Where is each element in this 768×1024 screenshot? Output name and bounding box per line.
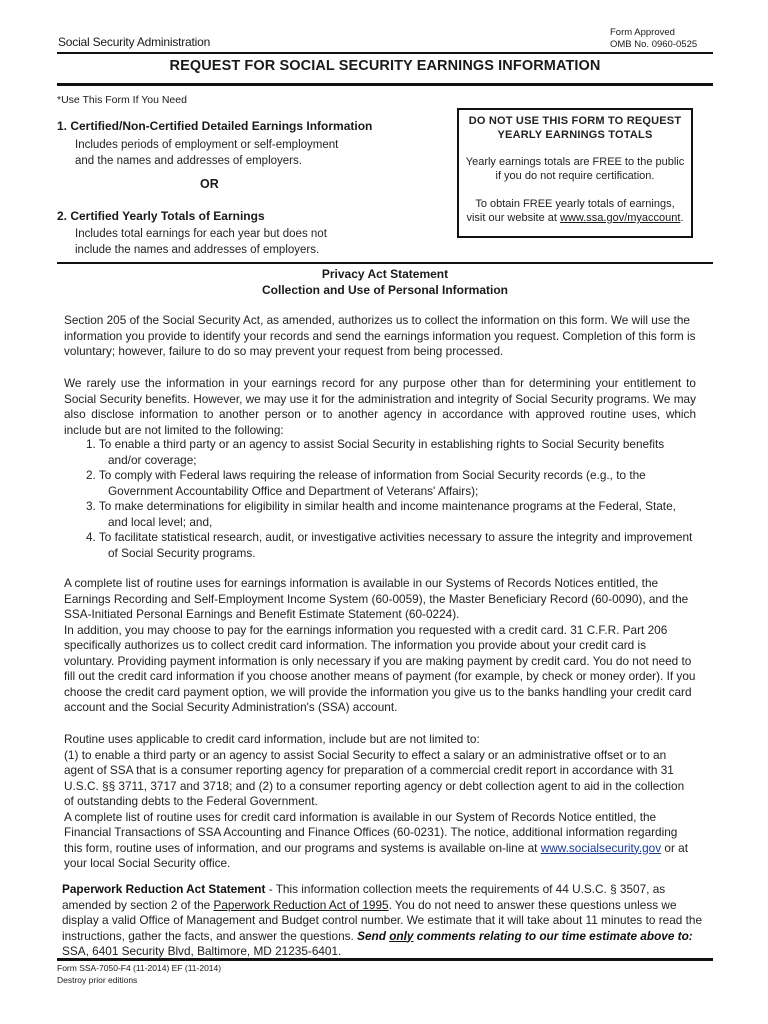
- destroy-note: Destroy prior editions: [57, 975, 138, 985]
- option-1-line: Includes periods of employment or self-employment: [75, 139, 339, 151]
- paperwork-text: - This information collection meets the requirements of 44 U.S.C. § 3507, as amended by section 2 of the: [62, 882, 666, 912]
- mailing-address: SSA, 6401 Security Blvd, Baltimore, MD 21235-6401.: [62, 944, 342, 958]
- option-1-title: 1. Certified/Non-Certified Detailed Earnings Information: [57, 119, 373, 133]
- form-approved-label: Form Approved: [610, 27, 675, 38]
- notice-line: Yearly earnings totals are FREE to the public: [465, 156, 685, 168]
- notice-line: To obtain FREE yearly totals of earnings,: [475, 198, 675, 210]
- routine-use-item: 2. To comply with Federal laws requiring the release of information from Social Security records (e.g., to the Government Accountability Office and Department of Veterans' Affairs);: [86, 468, 646, 498]
- routine-uses-list: [86, 437, 696, 561]
- paperwork-text: . You do not need to answer these questions unless we display a valid Office of Management and Budget control number. We estimate that it will take about 11 minutes to read the instructions, gather the facts, and answer the questions.: [62, 897, 703, 943]
- routine-use-item: 1. To enable a third party or an agency to assist Social Security in establishing rights to Social Security benefits and/or coverage;: [86, 437, 665, 467]
- title-divider: [57, 83, 713, 86]
- option-2-line: include the names and addresses of employers.: [75, 244, 320, 256]
- privacy-act-title: Privacy Act Statement: [321, 267, 449, 281]
- option-1-line: and the names and addresses of employers.: [75, 155, 302, 167]
- privacy-act-subtitle: Collection and Use of Personal Information: [261, 283, 509, 297]
- option-2-title: 2. Certified Yearly Totals of Earnings: [57, 209, 265, 223]
- use-note: *Use This Form If You Need: [57, 94, 187, 106]
- section-divider: [57, 262, 713, 264]
- routine-use-item: 3. To make determinations for eligibility in similar health and income maintenance programs at the Federal, State, and local level; and,: [86, 499, 676, 529]
- privacy-paragraph-authority: Section 205 of the Social Security Act, as amended, authorizes us to collect the information on this form. We will use the information you provide to identify your records and send the earnings information you request. Completion of this form is voluntary; however, failure to do so may prevent your request from being processed.: [64, 313, 696, 358]
- omb-approval: [610, 27, 697, 51]
- myaccount-link[interactable]: www.ssa.gov/myaccount: [560, 212, 681, 224]
- omb-number: OMB No. 0960-0525: [610, 39, 698, 50]
- notice-website-text: [459, 197, 691, 225]
- notice-box: [457, 108, 693, 238]
- records-notice-text: A complete list of routine uses for credit card information is available in our System of Records Notice entitled, the Financial Transactions of SSA Accounting and Finance Offices (60-0231). The notice, additional information regarding this form, routine uses of information, and our programs and systems is available on-line at: [64, 809, 678, 855]
- only-emphasis: only: [389, 928, 414, 943]
- credit-card-records-notice: [64, 810, 696, 872]
- notice-heading-line: YEARLY EARNINGS TOTALS: [497, 129, 653, 141]
- privacy-paragraph-records: [64, 576, 696, 716]
- privacy-paragraph-credit-card-uses: [64, 732, 696, 872]
- privacy-paragraph-uses: We rarely use the information in your earnings record for any purpose other than for determining your entitlement to Social Security benefits. However, we may use it for the administration and integrity of Social Security programs. We may also disclose information to another person or to another agency in accordance with approved routine uses, which include but are not limited to the following:: [64, 376, 696, 437]
- header-divider: [57, 52, 713, 54]
- paperwork-reduction-statement: [62, 882, 702, 960]
- paperwork-heading: Paperwork Reduction Act Statement: [62, 882, 266, 896]
- notice-link-suffix: .: [680, 212, 684, 224]
- records-notice-text: A complete list of routine uses for earnings information is available in our Systems of Records Notices entitled, the Earnings Recording and Self-Employment Income System (60-0059), the Master Beneficiary Record (60-0090), and the SSA-Initiated Personal Earnings and Benefit Estimate Statement (60-0224).: [64, 576, 689, 621]
- form-number: Form SSA-7050-F4 (11-2014) EF (11-2014): [57, 963, 222, 973]
- routine-use-item: 4. To facilitate statistical research, audit, or investigative activities necessary to assure the integrity and improvement of Social Security programs.: [86, 530, 693, 560]
- or-label: OR: [200, 177, 219, 191]
- notice-heading-line: DO NOT USE THIS FORM TO REQUEST: [468, 115, 682, 127]
- credit-card-uses-intro: Routine uses applicable to credit card information, include but are not limited to:: [64, 732, 480, 746]
- credit-card-uses-list: (1) to enable a third party or an agency to assist Social Security to effect a salary or an administrative offset or to an agent of SSA that is a consumer reporting agency for preparation of a commercial credit report in accordance with 31 U.S.C. §§ 3711, 3717 and 3718; and (2) to a consumer reporting agency or debt collection agent to aid in the collection of outstanding debts to the Federal Government.: [64, 747, 685, 808]
- paperwork-act-link[interactable]: Paperwork Reduction Act of 1995: [213, 897, 389, 912]
- footer-divider: [57, 958, 713, 961]
- option-2-description: [75, 226, 327, 258]
- comments-emphasis: comments relating to our time estimate above to:: [413, 928, 693, 943]
- records-notice-suffix: or at your local Social Security office.: [64, 840, 689, 870]
- privacy-act-heading: [57, 266, 713, 298]
- option-1-description: [75, 137, 338, 169]
- form-title: REQUEST FOR SOCIAL SECURITY EARNINGS INFORMATION: [169, 58, 601, 74]
- notice-free-text: [459, 155, 691, 183]
- form-footer: [57, 962, 221, 986]
- option-2-line: Includes total earnings for each year but does not: [75, 228, 327, 240]
- credit-card-text: In addition, you may choose to pay for the earnings information you requested with a credit card. 31 C.F.R. Part 206 specifically authorizes us to collect credit card information. The information you provide about your credit card is voluntary. Providing payment information is only necessary if you are making payment by credit card. You do not need to fill out the credit card information if you choose another means of payment (for example, by check or money order). If you choose the credit card payment option, we will provide the information you give us to the banks handling your credit card account and the Social Security Administration's (SSA) account.: [64, 622, 696, 714]
- agency-name: Social Security Administration: [58, 35, 211, 49]
- notice-heading: [459, 114, 691, 142]
- send-emphasis: Send: [357, 928, 390, 943]
- notice-line: if you do not require certification.: [495, 170, 655, 182]
- socialsecurity-link[interactable]: www.socialsecurity.gov: [540, 840, 662, 855]
- notice-link-prefix: visit our website at: [466, 212, 561, 224]
- notice-line: [459, 211, 691, 225]
